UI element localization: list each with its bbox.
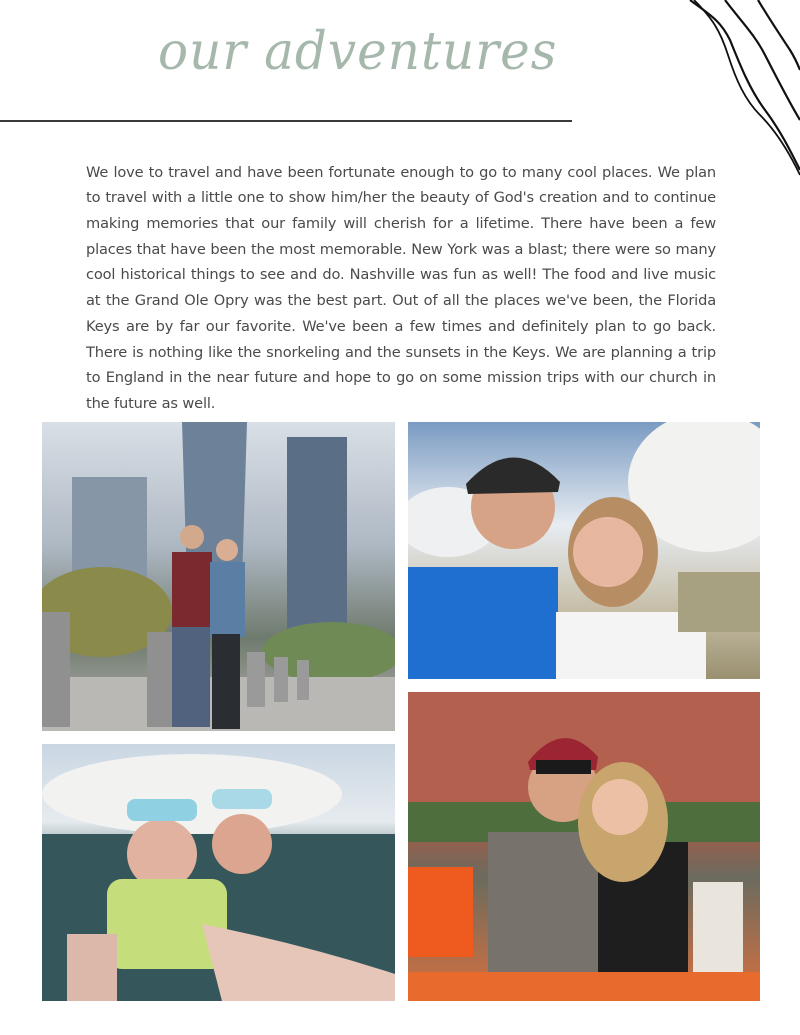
photo-snorkeling	[42, 744, 395, 1001]
decorative-strokes-icon	[670, 0, 800, 185]
photo-stadium	[408, 692, 760, 1001]
page-title: our adventures	[158, 20, 558, 82]
body-paragraph: We love to travel and have been fortunate enough to go to many cool places. We plan to travel with a little one to show him/her the beauty of God's creation and to continue making memories that our family will cherish for a lifetime. There have been a few places that have been the most memorable. New York was a blast; there were so many cool historical things to see and do. Nashville was fun as well! The food and live music at the Grand Ole Opry was the best part. Out of all the places we've been, the Florida Keys are by far our favorite. We've been a few times and definitely plan to go back. There is nothing like the snorkeling and the sunsets in the Keys. We are planning a trip to England in the near future and hope to go on some mission trips with our church in the future as well.	[86, 163, 716, 412]
photo-new-york	[42, 422, 395, 731]
title-divider	[0, 120, 572, 122]
photo-beach-selfie	[408, 422, 760, 679]
